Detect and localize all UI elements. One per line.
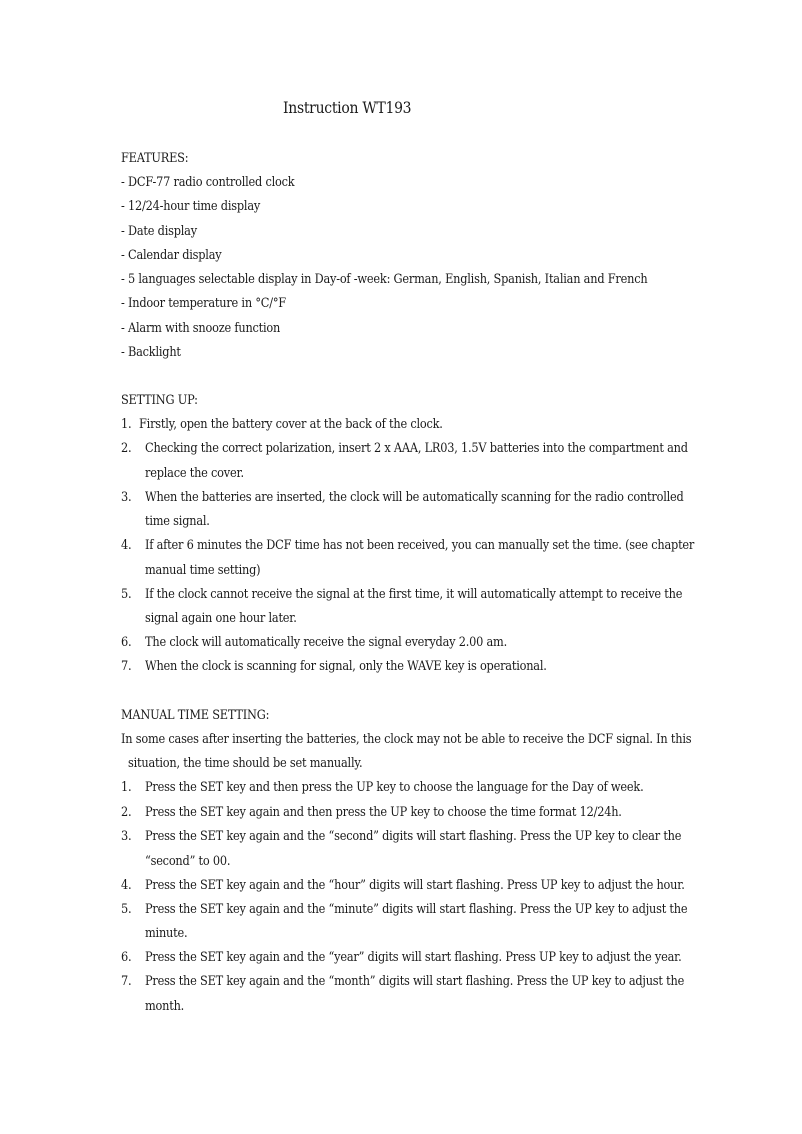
step-number: 7. (121, 659, 132, 674)
step-text: minute. (145, 926, 188, 941)
step-number: 6. (121, 950, 132, 965)
feature-item: - DCF-77 radio controlled clock (121, 175, 295, 190)
step-text: The clock will automatically receive the signal everyday 2.00 am. (145, 635, 507, 650)
step-number: 1. (121, 417, 132, 432)
step-text: Press the SET key again and the “month” digits will start flashing. Press the UP key to adjust the (145, 974, 685, 989)
manual-intro: In some cases after inserting the batteries, the clock may not be able to receive the DCF signal. In this (121, 732, 692, 747)
step-text: Firstly, open the battery cover at the back of the clock. (139, 417, 443, 432)
step-text: month. (145, 999, 185, 1014)
step-text: If after 6 minutes the DCF time has not been received, you can manually set the time. (see chapter (145, 538, 695, 553)
step-text: Press the SET key and then press the UP key to choose the language for the Day of week. (145, 780, 644, 795)
features-heading: FEATURES: (121, 151, 189, 166)
step-number: 4. (121, 538, 132, 553)
step-text: Press the SET key again and then press the UP key to choose the time format 12/24h. (145, 805, 622, 820)
document-title: Instruction WT193 (283, 99, 412, 117)
feature-item: - Indoor temperature in °C/°F (121, 296, 286, 311)
setting-up-heading: SETTING UP: (121, 393, 198, 408)
step-number: 3. (121, 490, 132, 505)
step-number: 5. (121, 587, 132, 602)
step-text: replace the cover. (145, 466, 244, 481)
step-number: 6. (121, 635, 132, 650)
step-text: Press the SET key again and the “minute” digits will start flashing. Press the UP key to adjust the (145, 902, 688, 917)
step-text: If the clock cannot receive the signal at the first time, it will automatically attempt to receive the (145, 587, 683, 602)
step-number: 4. (121, 878, 132, 893)
step-text: manual time setting) (145, 563, 261, 578)
step-text: “second” to 00. (145, 854, 231, 869)
step-text: Press the SET key again and the “hour” digits will start flashing. Press UP key to adjust the hour. (145, 878, 685, 893)
feature-item: - Alarm with snooze function (121, 321, 281, 336)
step-number: 5. (121, 902, 132, 917)
feature-item: - 5 languages selectable display in Day-of -week: German, English, Spanish, Italian and French (121, 272, 648, 287)
step-text: When the clock is scanning for signal, only the WAVE key is operational. (145, 659, 547, 674)
step-text: Checking the correct polarization, insert 2 x AAA, LR03, 1.5V batteries into the compartment and (145, 441, 688, 456)
feature-item: - Backlight (121, 345, 181, 360)
step-number: 1. (121, 780, 132, 795)
manual-intro: situation, the time should be set manually. (128, 756, 363, 771)
manual-time-heading: MANUAL TIME SETTING: (121, 708, 270, 723)
step-text: Press the SET key again and the “year” digits will start flashing. Press UP key to adjust the year. (145, 950, 682, 965)
step-number: 2. (121, 441, 132, 456)
feature-item: - Calendar display (121, 248, 222, 263)
step-text: When the batteries are inserted, the clock will be automatically scanning for the radio controlled (145, 490, 684, 505)
step-number: 7. (121, 974, 132, 989)
feature-item: - Date display (121, 224, 197, 239)
step-text: signal again one hour later. (145, 611, 297, 626)
step-number: 2. (121, 805, 132, 820)
step-number: 3. (121, 829, 132, 844)
feature-item: - 12/24-hour time display (121, 199, 261, 214)
step-text: Press the SET key again and the “second” digits will start flashing. Press the UP key to clear the (145, 829, 682, 844)
step-text: time signal. (145, 514, 210, 529)
